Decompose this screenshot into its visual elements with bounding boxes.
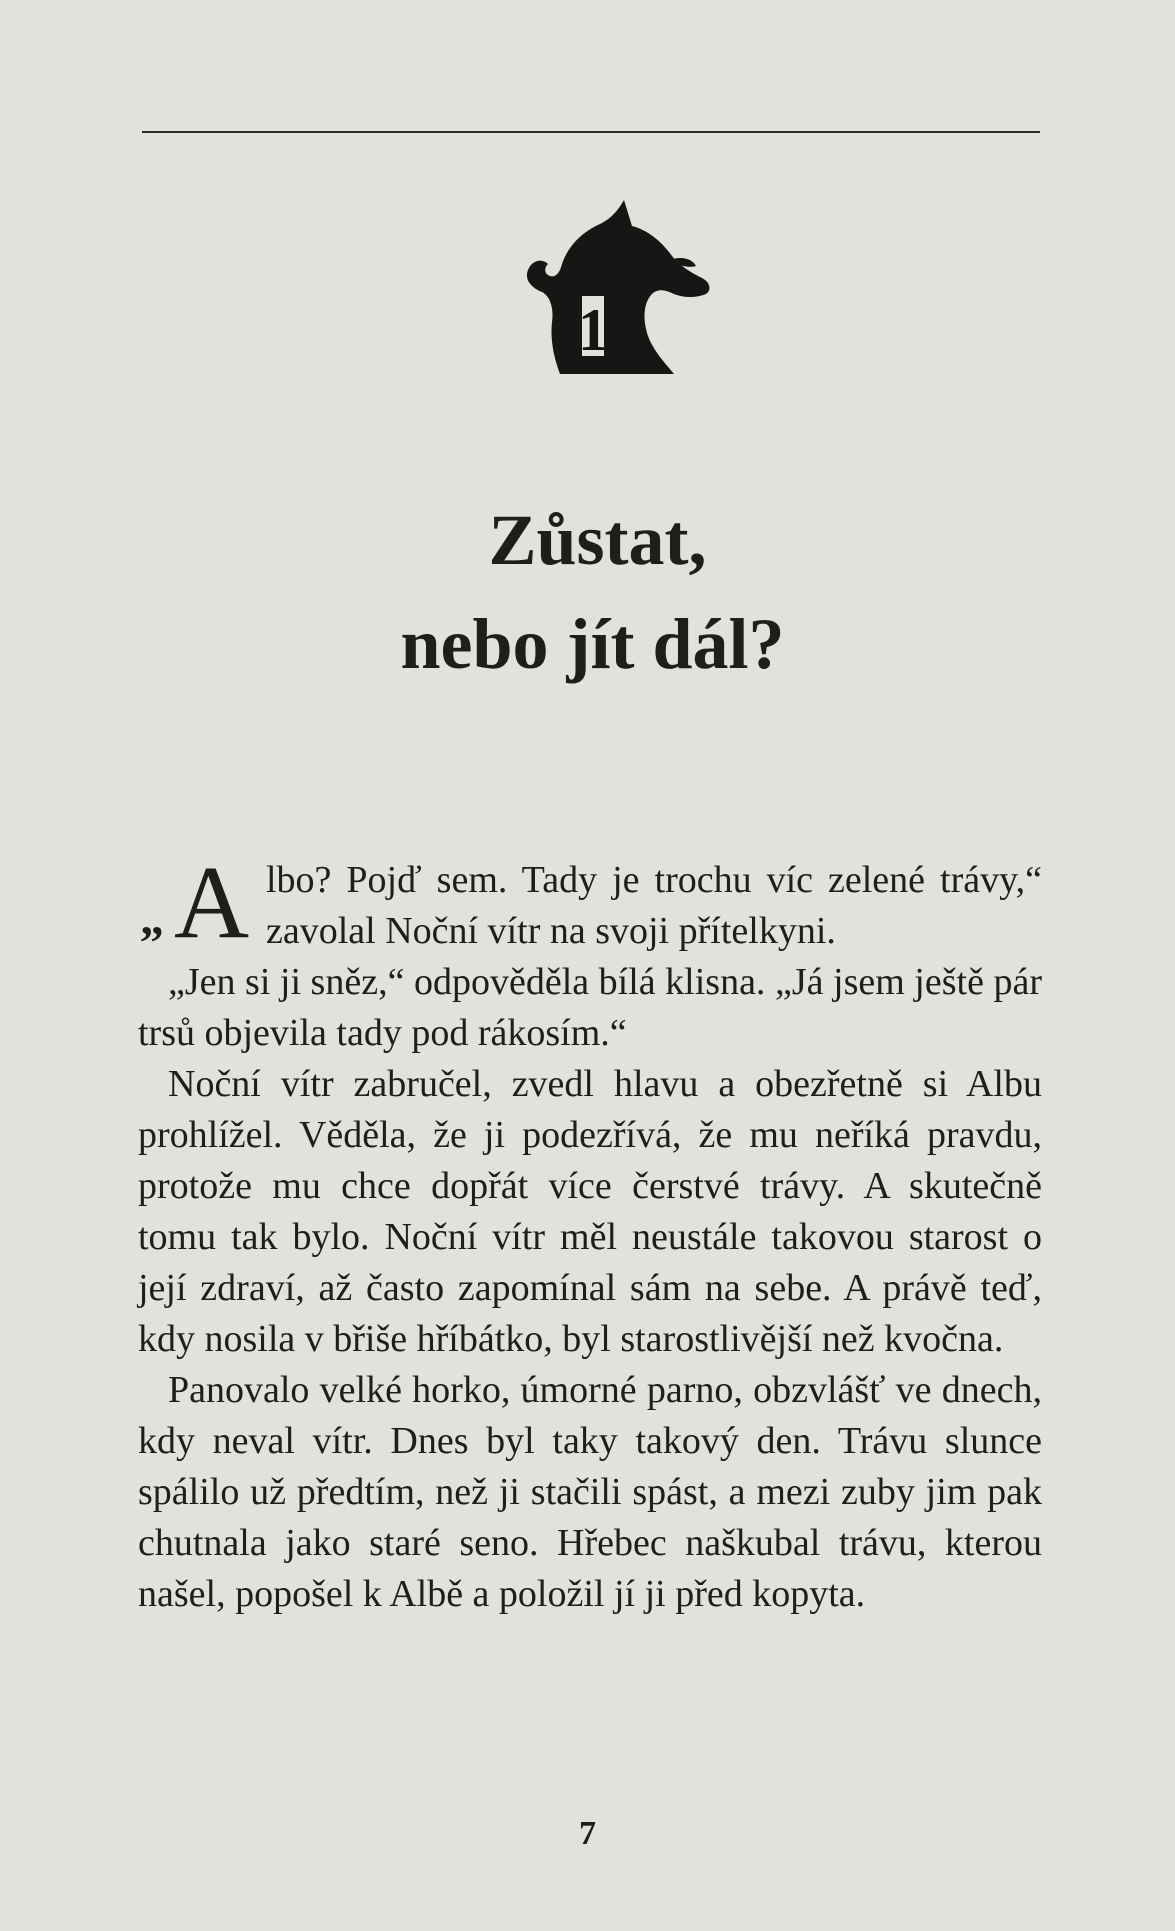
drop-cap-letter: A bbox=[174, 845, 250, 960]
chapter-number: 1 bbox=[578, 297, 608, 363]
paragraph-1 bbox=[138, 845, 1042, 960]
chapter-title-line-1: Zůstat, bbox=[488, 500, 707, 580]
paragraph-1-text: lbo? Pojď sem. Tady je trochu víc zelené trávy,“ zavolal Noční vítr na svoji přítelkyni. bbox=[266, 859, 1042, 952]
chapter-title bbox=[0, 488, 1175, 696]
top-rule bbox=[142, 131, 1040, 133]
paragraph-3: Noční vítr zabručel, zvedl hlavu a obezřetně si Albu prohlížel. Věděla, že ji podezřívá, že mu neříká pravdu, protože mu chce dopřát více čerstvé trávy. A skutečně tomu tak bylo. Noční vítr měl neustále takovou starost o její zdraví, až často zapomínal sám na sebe. A právě teď, kdy nosila v břiše hříbátko, byl starostlivější než kvočna. bbox=[138, 1063, 1042, 1360]
drop-cap bbox=[138, 845, 262, 960]
chapter-body bbox=[138, 845, 1042, 1620]
drop-cap-quote: „ bbox=[140, 892, 164, 945]
paragraph-4: Panovalo velké horko, úmorné parno, obzvlášť ve dnech, kdy neval vítr. Dnes byl taky takový den. Trávu slunce spálilo už předtím, než ji stačili spást, a mezi zuby jim pak chutnala jako staré seno. Hřebec naškubal trávu, kterou našel, popošel k Albě a položil jí ji před kopyta. bbox=[138, 1369, 1042, 1615]
chapter-title-line-2: nebo jít dál? bbox=[400, 604, 785, 684]
page-number: 7 bbox=[579, 1815, 596, 1852]
paragraph-2: „Jen si ji sněz,“ odpověděla bílá klisna. „Já jsem ještě pár trsů objevila tady pod rákosím.“ bbox=[138, 961, 1042, 1054]
horse-head-icon bbox=[520, 198, 720, 378]
chapter-emblem bbox=[520, 198, 720, 378]
